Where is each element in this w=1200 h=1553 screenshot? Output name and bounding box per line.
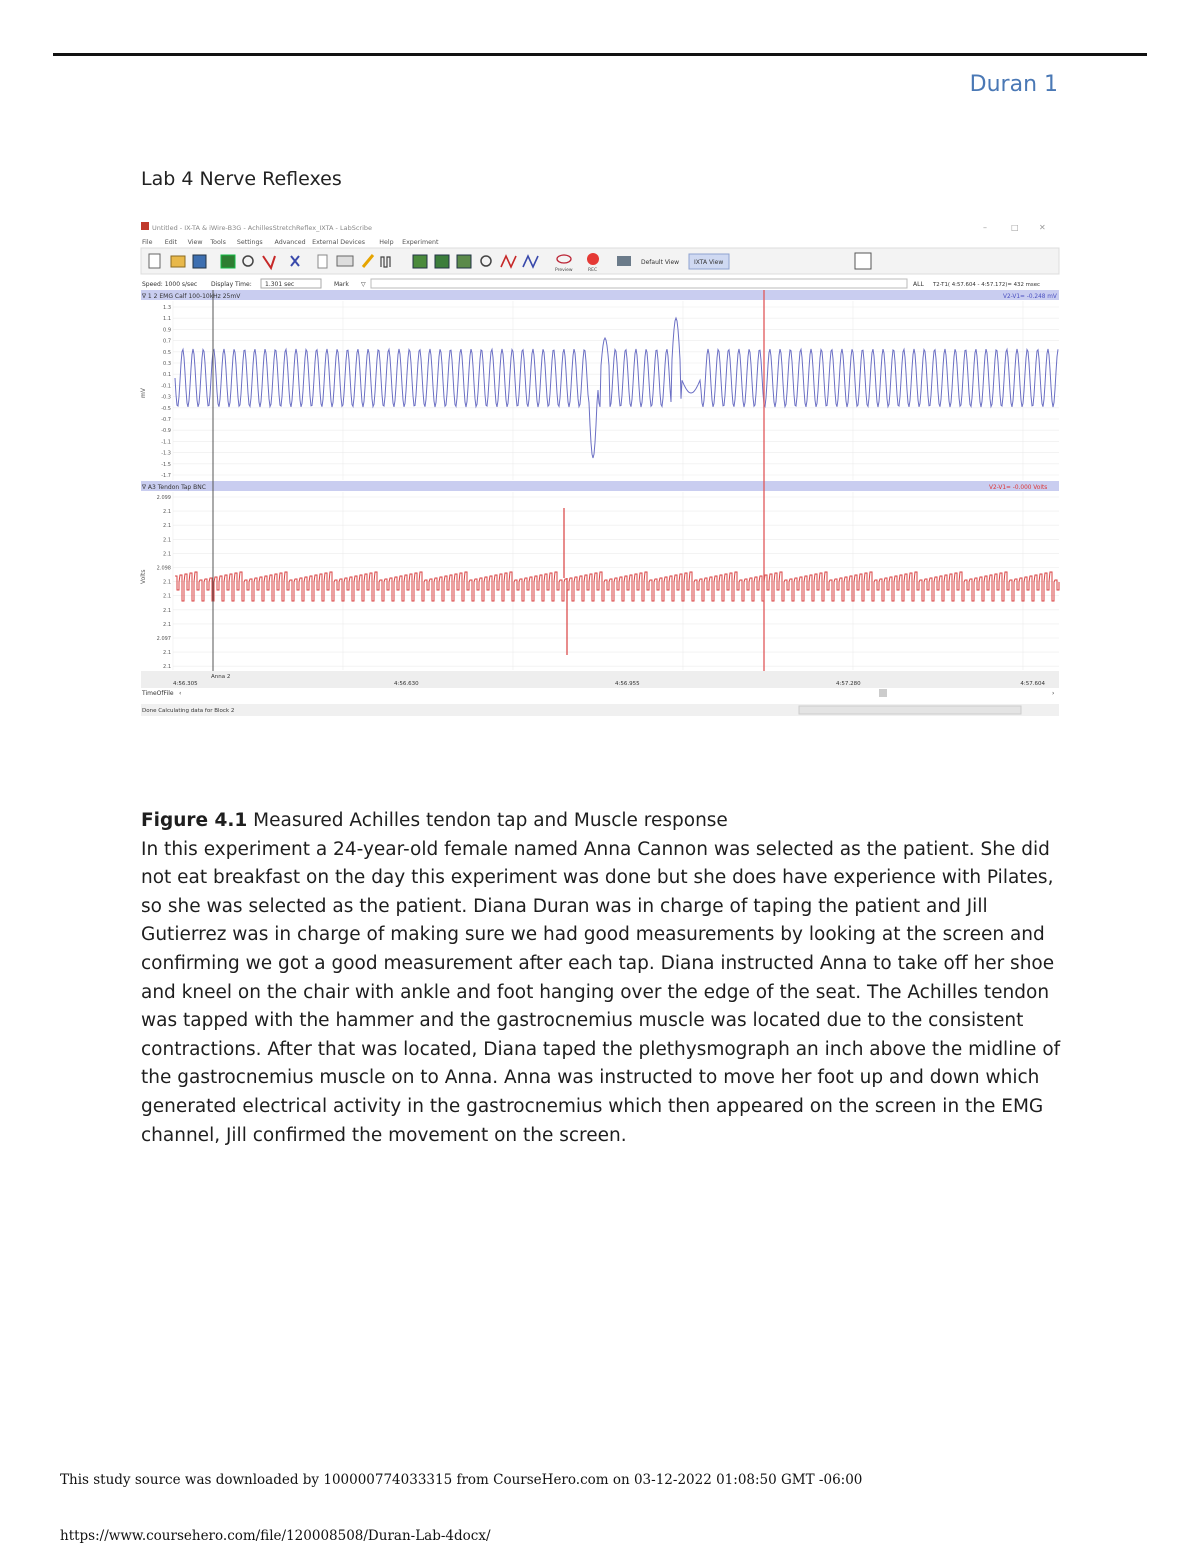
emg-tick-label: -0.9 xyxy=(161,428,171,435)
emg-tick-label: 1.3 xyxy=(163,305,171,311)
menu-item[interactable]: Settings xyxy=(236,239,263,246)
close-icon[interactable]: ✕ xyxy=(1039,223,1046,232)
minimize-icon[interactable]: – xyxy=(983,223,987,232)
menu-item[interactable]: Tools xyxy=(210,239,226,246)
display-time-label: Display Time: xyxy=(211,281,252,288)
tap-tick-label: 2.1 xyxy=(163,621,171,628)
status-text: Done Calculating data for Block 2 xyxy=(142,708,235,714)
caption-body: In this experiment a 24-year-old female named Anna Cannon was selected as the patient. She did not eat breakfast on the day this experiment was done but she does have experience with Pilates, so she was selected as the patient. Diana Duran was in charge of taping the patient and Jill Gutierrez was in charge of making sure we had good measurements by looking at the screen and confirming we got a good measurement after each tap. Diana instructed Anna to take off her shoe and kneel on the chair with ankle and foot hanging over the edge of the seat. The Achilles tendon was tapped with the hammer and the gastrocnemius muscle was located due to the consistent contractions. After that was located, Diana taped the plethysmograph an inch above the midline of the gastrocnemius muscle on to Anna. Anna was instructed to move her foot up and down which generated electrical activity in the gastrocnemius which then appeared on the screen in the EMG channel, Jill confirmed the movement on the screen. xyxy=(141,838,1061,1146)
tap-tick-label: 2.097 xyxy=(156,636,171,642)
menu-item[interactable]: External Devices xyxy=(312,239,366,246)
page-title: Lab 4 Nerve Reflexes xyxy=(141,168,342,190)
menu-item[interactable]: Edit xyxy=(164,239,178,246)
app-icon xyxy=(141,222,149,230)
labscribe-screenshot xyxy=(141,218,1059,718)
save-icon[interactable] xyxy=(193,255,206,268)
open-folder-icon[interactable] xyxy=(171,256,185,267)
blank-page-icon[interactable] xyxy=(318,255,327,268)
download-note: This study source was downloaded by 100000774033315 from CourseHero.com on 03-12-2022 01:08:50 GMT -06:00 xyxy=(60,1472,863,1488)
all-label: ALL xyxy=(913,281,924,288)
display-icon[interactable] xyxy=(337,256,353,266)
time-tick-label: 4:57.280 xyxy=(836,681,861,687)
emg-readout: V2-V1= -0.248 mV xyxy=(1003,294,1057,300)
tap-tick-label: 2.1 xyxy=(163,509,171,516)
emg-tick-label: -1.1 xyxy=(161,439,171,446)
labscribe-window xyxy=(141,218,1059,718)
menu-item[interactable]: Advanced xyxy=(274,239,306,246)
progress-bar xyxy=(799,706,1021,714)
tap-channel-name[interactable]: ∇ A3 Tendon Tap BNC xyxy=(142,484,206,491)
emg-tick-label: -1.7 xyxy=(161,473,171,479)
scroll-thumb[interactable] xyxy=(879,689,887,697)
time-tick-label: 4:56.955 xyxy=(615,681,640,687)
display-time-value: 1.301 sec xyxy=(265,281,295,288)
record-icon[interactable] xyxy=(587,253,599,265)
scroll-right-icon[interactable]: › xyxy=(1052,690,1055,697)
window-title: Untitled - IX-TA & iWire-B3G - AchillesStretchReflex_IXTA - LabScribe xyxy=(152,224,372,232)
tap-tick-label: 2.1 xyxy=(163,593,171,600)
preview-label: Preview xyxy=(555,268,573,273)
emg-tick-label: -0.1 xyxy=(161,383,171,390)
emg-tick-label: -1.3 xyxy=(161,450,171,457)
default-view-button[interactable]: Default View xyxy=(641,259,680,266)
tap-tick-label: 2.1 xyxy=(163,523,171,530)
rec-label: REC xyxy=(588,268,598,273)
menu-item[interactable]: View xyxy=(187,239,203,246)
figure-label: Figure 4.1 xyxy=(141,810,248,831)
menu-item[interactable]: Help xyxy=(379,239,394,246)
figure-caption xyxy=(141,807,1071,1150)
figure-label-text: Measured Achilles tendon tap and Muscle response xyxy=(247,810,728,831)
emg-tick-label: 1.1 xyxy=(163,316,171,323)
time-tick-label: 4:56.305 xyxy=(173,681,198,687)
time-of-file: TimeOfFile xyxy=(142,690,174,697)
xy-view-icon[interactable] xyxy=(457,255,471,268)
emg-tick-label: 0.3 xyxy=(163,361,171,367)
tap-tick-label: 2.1 xyxy=(163,664,171,671)
mark-label: Mark xyxy=(334,281,349,288)
mark-input[interactable] xyxy=(371,279,907,288)
menu-item[interactable]: Experiment xyxy=(402,239,439,246)
chart-icon[interactable] xyxy=(221,255,235,268)
tap-unit: Volts xyxy=(140,569,147,584)
emg-channel-name[interactable]: ∇ 1 2 EMG Calf 100-10kHz 25mV xyxy=(142,293,241,300)
analysis-icon[interactable] xyxy=(413,255,427,268)
tap-readout: V2-V1= -0.000 Volts xyxy=(989,485,1048,491)
ixta-view-button[interactable]: IXTA View xyxy=(694,259,724,266)
source-url[interactable]: https://www.coursehero.com/file/120008508/Duran-Lab-4docx/ xyxy=(60,1528,491,1544)
tap-tick-label: 2.1 xyxy=(163,551,171,558)
tap-tick-label: 2.099 xyxy=(156,495,171,501)
tap-tick-label: 2.1 xyxy=(163,650,171,657)
settings-icon[interactable] xyxy=(855,253,871,269)
new-file-icon[interactable] xyxy=(149,254,160,268)
page-header-name: Duran 1 xyxy=(969,72,1058,97)
tap-tick-label: 2.1 xyxy=(163,607,171,614)
time-readout: T2-T1( 4:57.604 - 4:57.172)= 432 msec xyxy=(933,282,1040,288)
emg-tick-label: -0.7 xyxy=(161,417,171,423)
emg-tick-label: -0.5 xyxy=(161,405,171,412)
top-rule xyxy=(53,53,1147,56)
time-tick-label: 4:56.630 xyxy=(394,681,419,687)
emg-tick-label: 0.7 xyxy=(163,338,171,345)
restore-icon[interactable]: □ xyxy=(1011,223,1019,232)
emg-tick-label: 0.1 xyxy=(163,372,171,379)
scroll-left-icon[interactable]: ‹ xyxy=(179,690,182,697)
tap-tick-label: 2.098 xyxy=(156,565,171,572)
tap-tick-label: 2.1 xyxy=(163,537,171,544)
tap-tick-label: 2.1 xyxy=(163,579,171,586)
speed-label: Speed: 1000 s/sec xyxy=(142,281,198,288)
fft-icon[interactable] xyxy=(435,255,449,268)
mark-dropdown-icon[interactable]: ▽ xyxy=(361,281,366,288)
mark-anna-2: Anna 2 xyxy=(211,674,231,680)
emg-tick-label: -1.5 xyxy=(161,461,171,468)
menu-item[interactable]: File xyxy=(142,239,153,246)
emg-tick-label: -0.3 xyxy=(161,394,171,401)
time-tick-label: 4:57.604 xyxy=(1020,681,1045,687)
default-view-icon[interactable] xyxy=(617,256,631,266)
emg-tick-label: 0.9 xyxy=(163,327,171,334)
emg-unit: mV xyxy=(140,388,147,398)
emg-tick-label: 0.5 xyxy=(163,349,171,356)
